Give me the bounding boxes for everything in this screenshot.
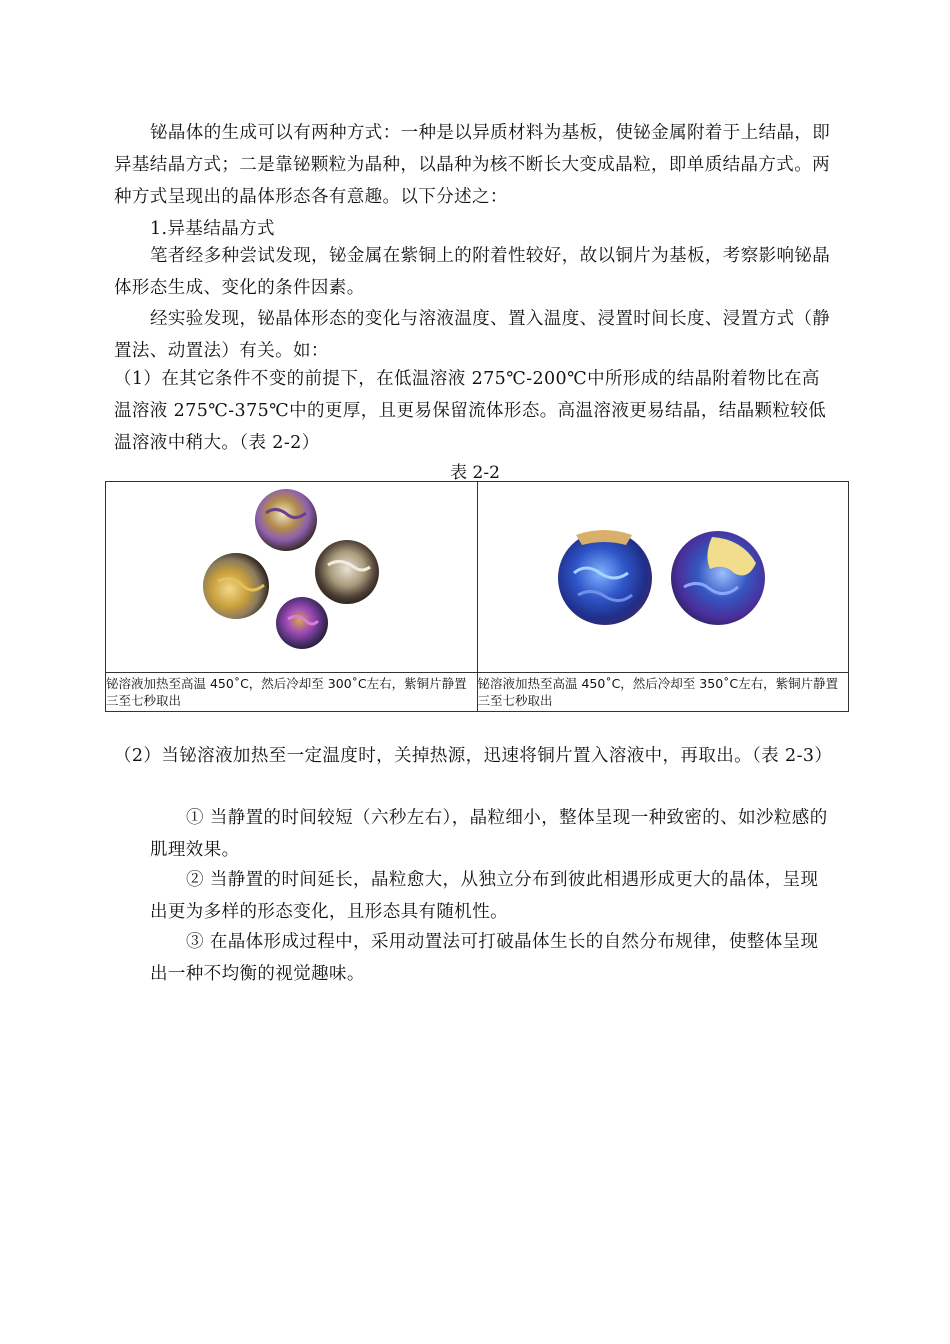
paragraph-2: 笔者经多种尝试发现，铋金属在紫铜上的附着性较好，故以铜片为基板，考察影响铋晶体形态生成、变化的条件因素。: [114, 246, 831, 298]
intro-paragraph: 铋晶体的生成可以有两种方式：一种是以异质材料为基板，使铋金属附着于上结晶，即异基结晶方式；二是靠铋颗粒为晶种，以晶种为核不断长大变成晶粒，即单质结晶方式。两种方式呈现出的晶体形态各有意趣。以下分述之：: [114, 123, 831, 207]
crystal-disc-blue-left: [558, 531, 652, 625]
paragraph-4: （1）在其它条件不变的前提下，在低温溶液 275℃-200℃中所形成的结晶附着物比在高温溶液 275℃-375℃中的更厚，且更易保留流体形态。高温溶液更易结晶，结晶颗粒较低温溶液中稍大。（表 2-2）: [114, 369, 827, 453]
table-image-cell-right: [477, 482, 849, 673]
section-heading-1: 1.异基结晶方式: [150, 219, 275, 239]
table-caption-cell-left: 铋溶液加热至高温 450˚C，然后冷却至 300˚C左右，紫铜片静置三至七秒取出: [106, 673, 478, 712]
table-caption-cell-right: 铋溶液加热至高温 450˚C，然后冷却至 350˚C左右，紫铜片静置三至七秒取出: [477, 673, 849, 712]
list-item-3: ③ 在晶体形成过程中，采用动置法可打破晶体生长的自然分布规律，使整体呈现出一种不均衡的视觉趣味。: [150, 932, 819, 984]
crystal-photo-right: [478, 483, 846, 671]
table-image-cell-left: [106, 482, 478, 673]
crystal-disc-bottom: [276, 597, 328, 649]
crystal-disc-right: [315, 540, 379, 604]
list-item-1: ① 当静置的时间较短（六秒左右），晶粒细小，整体呈现一种致密的、如沙粒感的肌理效果。: [150, 808, 828, 860]
crystal-disc-top: [255, 489, 317, 551]
paragraph-5: （2）当铋溶液加热至一定温度时，关掉热源，迅速将铜片置入溶液中，再取出。（表 2-3）: [114, 746, 833, 766]
crystal-photo-left: [106, 483, 474, 671]
crystal-disc-left: [203, 553, 269, 619]
list-item-2: ② 当静置的时间延长，晶粒愈大，从独立分布到彼此相遇形成更大的晶体，呈现出更为多样的形态变化，且形态具有随机性。: [150, 870, 819, 922]
figure-table: [105, 481, 849, 712]
paragraph-3: 经实验发现，铋晶体形态的变化与溶液温度、置入温度、浸置时间长度、浸置方式（静置法、动置法）有关。如：: [114, 309, 831, 361]
table-caption: 表 2-2: [450, 463, 500, 483]
